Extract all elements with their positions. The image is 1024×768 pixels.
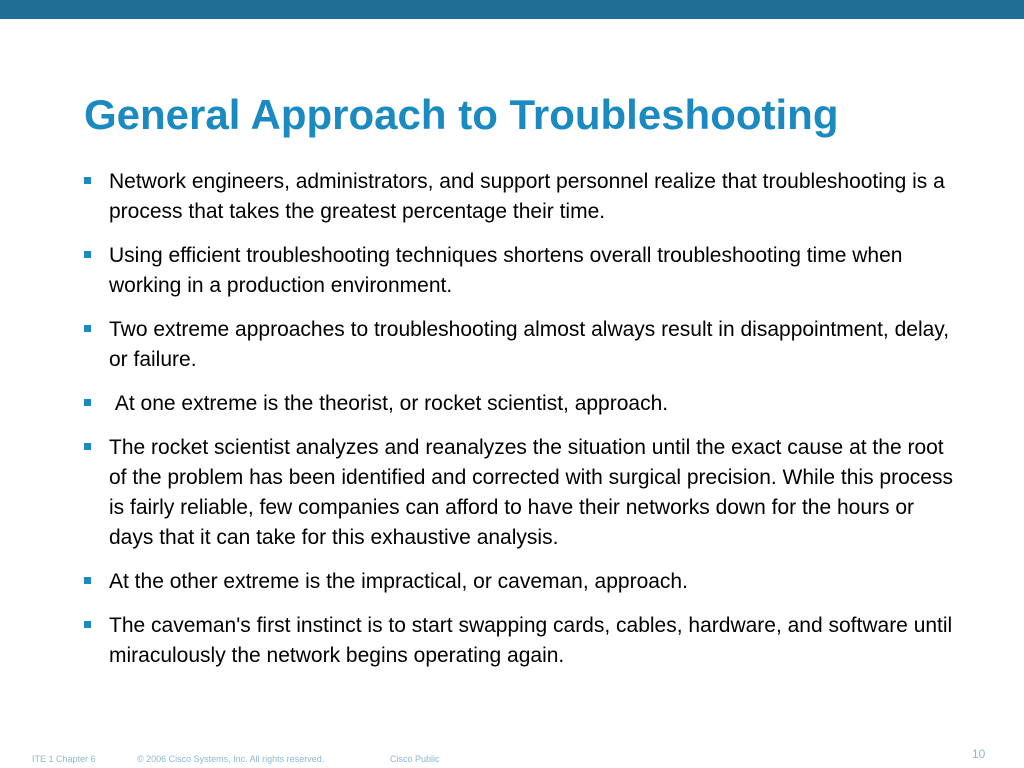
bullet-text: Two extreme approaches to troubleshooting almost always result in disappointment, delay, or failure. bbox=[109, 318, 950, 371]
bullet-text: Network engineers, administrators, and support personnel realize that troubleshooting is a process that takes the greatest percentage their time. bbox=[109, 170, 945, 223]
bullet-square-icon bbox=[84, 443, 91, 450]
bullet-text: At the other extreme is the impractical, or caveman, approach. bbox=[109, 570, 688, 593]
bullet-square-icon bbox=[84, 399, 91, 406]
bullet-text: Using efficient troubleshooting techniques shortens overall troubleshooting time when working in a production environment. bbox=[109, 244, 903, 297]
bullet-list bbox=[84, 167, 964, 685]
bullet-item bbox=[84, 389, 964, 419]
bullet-item bbox=[84, 315, 964, 375]
bullet-square-icon bbox=[84, 621, 91, 628]
page-number: 10 bbox=[972, 747, 986, 761]
slide-title: General Approach to Troubleshooting bbox=[84, 91, 839, 138]
bullet-item bbox=[84, 611, 964, 671]
bullet-square-icon bbox=[84, 577, 91, 584]
bullet-item bbox=[84, 567, 964, 597]
slide-footer bbox=[0, 747, 1024, 768]
bullet-square-icon bbox=[84, 251, 91, 258]
bullet-text: At one extreme is the theorist, or rocket scientist, approach. bbox=[109, 392, 669, 415]
footer-copyright: © 2006 Cisco Systems, Inc. All rights reserved. bbox=[137, 754, 325, 764]
top-accent-bar bbox=[0, 0, 1024, 19]
bullet-text: The caveman's first instinct is to start swapping cards, cables, hardware, and software until miraculously the network begins operating again. bbox=[109, 614, 953, 667]
footer-classification: Cisco Public bbox=[390, 754, 440, 764]
bullet-item bbox=[84, 241, 964, 301]
bullet-square-icon bbox=[84, 177, 91, 184]
bullet-square-icon bbox=[84, 325, 91, 332]
bullet-text: The rocket scientist analyzes and reanalyzes the situation until the exact cause at the root of the problem has been identified and corrected with surgical precision. While this process is fairly reliable, few companies can afford to have their networks down for the hours or days that it can take for this exhaustive analysis. bbox=[109, 436, 953, 549]
bullet-item bbox=[84, 433, 964, 553]
footer-course: ITE 1 Chapter 6 bbox=[32, 754, 96, 764]
bullet-item bbox=[84, 167, 964, 227]
